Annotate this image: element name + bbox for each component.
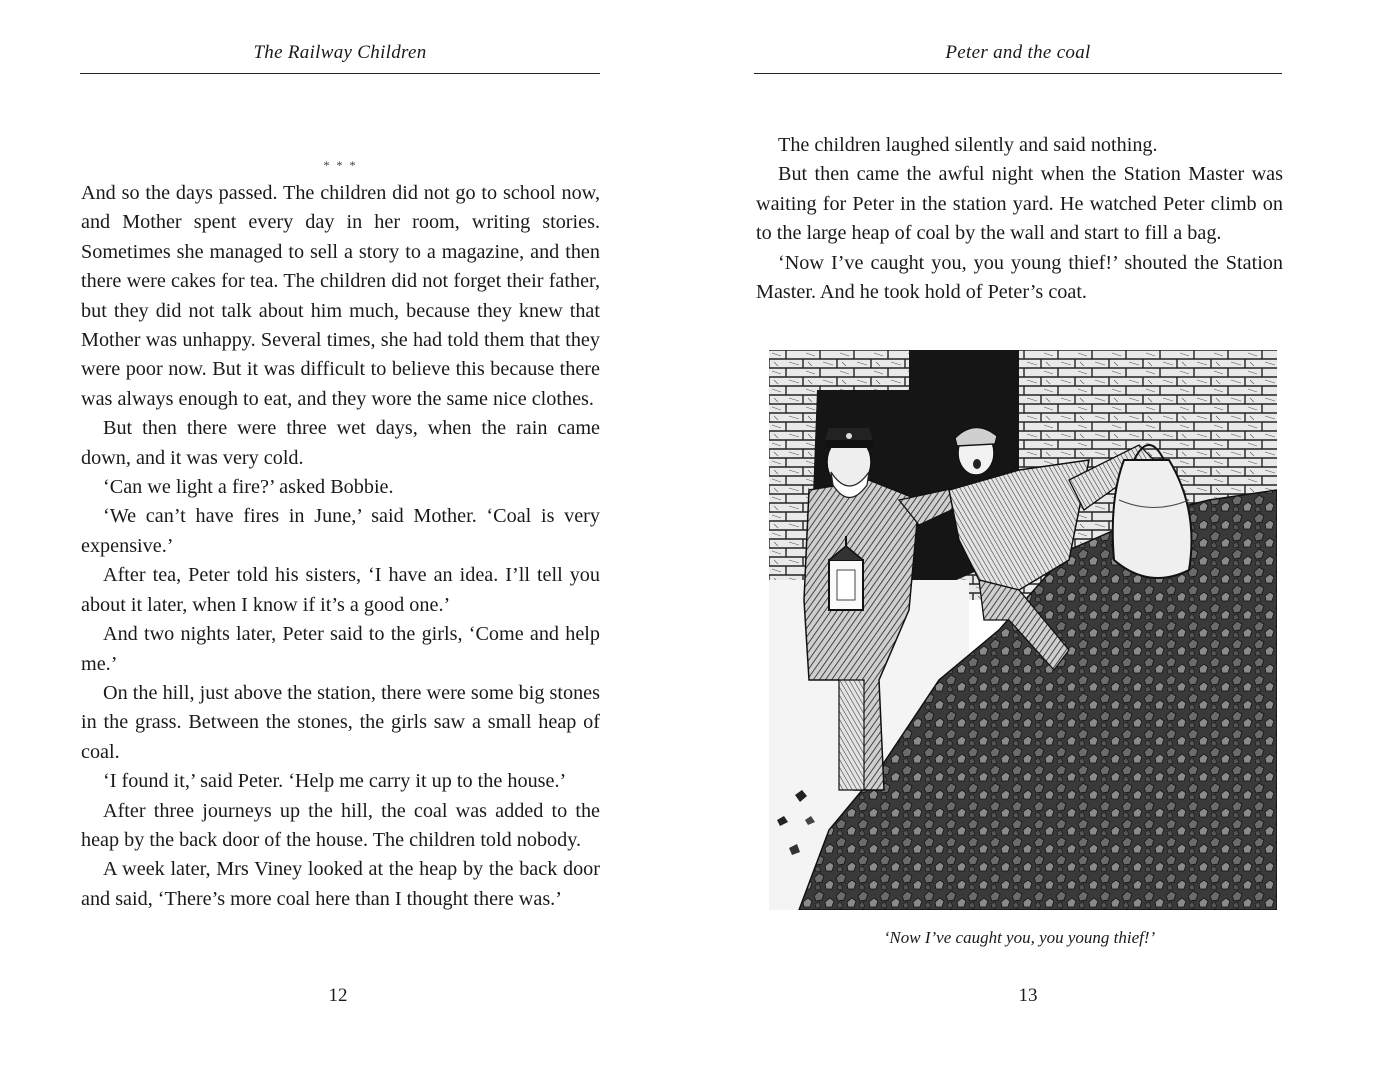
body-text	[756, 131, 1283, 307]
paragraph: After tea, Peter told his sisters, ‘I have an idea. I’ll tell you about it later, when I know if it’s a good one.’	[81, 564, 600, 616]
paragraph: ‘Now I’ve caught you, you young thief!’ shouted the Station Master. And he took hold of Peter’s coat.	[756, 251, 1283, 304]
paragraph: But then there were three wet days, when the rain came down, and it was very cold.	[81, 417, 600, 469]
page-number: 13	[1018, 985, 1038, 1006]
running-head: The Railway Children	[253, 42, 427, 63]
paragraph: ‘We can’t have fires in June,’ said Mother. ‘Coal is very expensive.’	[81, 505, 600, 557]
paragraph: A week later, Mrs Viney looked at the heap by the back door and said, ‘There’s more coal here than I thought there was.’	[81, 858, 600, 910]
paragraph: After three journeys up the hill, the coal was added to the heap by the back door of the house. The children told nobody.	[81, 799, 600, 851]
section-break: * * *	[323, 158, 358, 172]
paragraph: ‘Can we light a fire?’ asked Bobbie.	[103, 476, 394, 499]
paragraph: On the hill, just above the station, there were some big stones in the grass. Between the stones, the girls saw a small heap of coal.	[81, 681, 600, 763]
illustration-caption: ‘Now I’ve caught you, you young thief!’	[883, 928, 1156, 947]
paragraph: And two nights later, Peter said to the girls, ‘Come and help me.’	[81, 623, 600, 675]
running-head: Peter and the coal	[945, 42, 1091, 63]
paragraph: But then came the awful night when the Station Master was waiting for Peter in the station yard. He watched Peter climb on to the large heap of coal by the wall and start to fill a bag.	[756, 163, 1283, 245]
illustration	[769, 350, 1277, 910]
paragraph: The children laughed silently and said nothing.	[778, 134, 1158, 156]
page-number: 12	[328, 985, 348, 1006]
right-page	[687, 0, 1374, 1080]
paragraph: ‘I found it,’ said Peter. ‘Help me carry it up to the house.’	[103, 770, 567, 793]
body-text	[81, 159, 600, 914]
header-rule	[754, 73, 1282, 74]
paragraph: And so the days passed. The children did not go to school now, and Mother spent every day in her room, writing stories. Sometimes she managed to sell a story to a magazine, and then there were cakes for tea. The children did not forget their father, but they did not talk about him much, because they knew that Mother was unhappy. Several times, she had told them that they were poor now. But it was difficult to believe this because there was always enough to eat, and they wore the same nice clothes.	[81, 182, 600, 410]
header-rule	[80, 73, 600, 74]
